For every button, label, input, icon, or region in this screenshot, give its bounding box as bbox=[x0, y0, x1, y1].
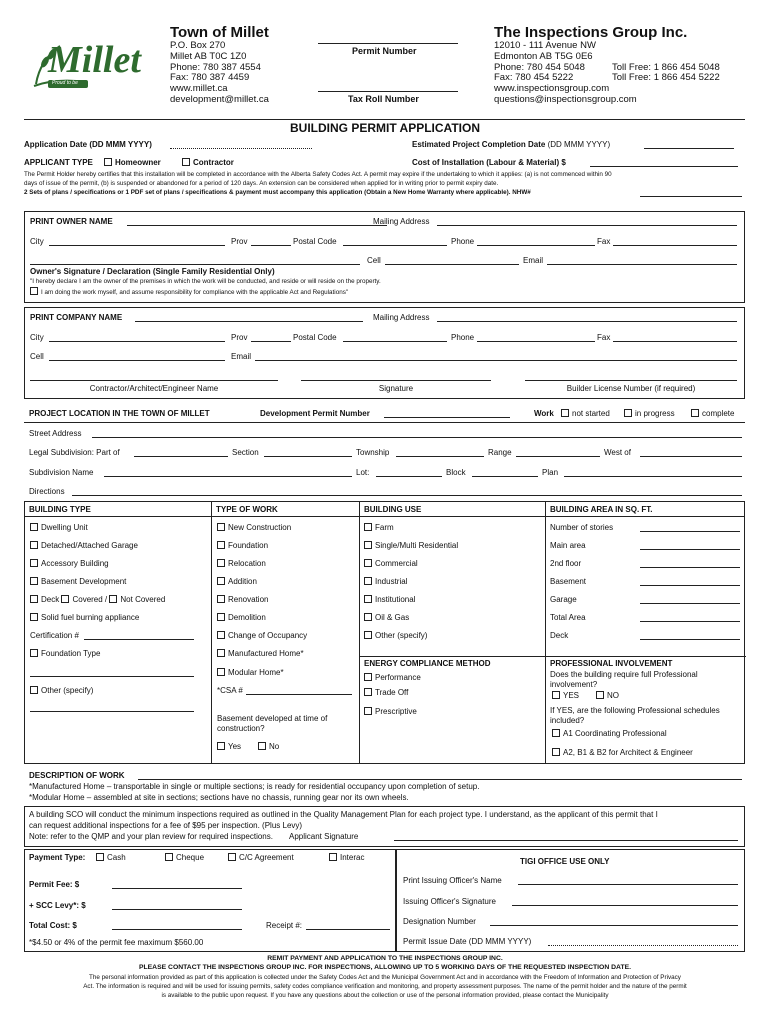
total-cost-field[interactable] bbox=[112, 929, 242, 930]
bu-industrial-checkbox[interactable] bbox=[364, 577, 372, 585]
complete-option[interactable]: complete bbox=[691, 409, 734, 419]
bt-solid-fuel-checkbox[interactable] bbox=[30, 613, 38, 621]
lot-field[interactable] bbox=[376, 476, 442, 477]
energy-header: ENERGY COMPLIANCE METHOD bbox=[364, 659, 491, 668]
tw-addition-checkbox[interactable] bbox=[217, 577, 225, 585]
logo-text: Millet bbox=[48, 39, 141, 81]
receipt-field[interactable] bbox=[306, 929, 390, 930]
bt-accessory-checkbox[interactable] bbox=[30, 559, 38, 567]
area-deck-field[interactable] bbox=[640, 639, 740, 640]
tw-new[interactable]: New Construction bbox=[217, 523, 291, 533]
building-area-header: BUILDING AREA IN SQ. FT. bbox=[550, 505, 653, 514]
permit-fee-field[interactable] bbox=[112, 888, 242, 889]
prof-yes-checkbox[interactable] bbox=[552, 691, 560, 699]
owner-extra-field[interactable] bbox=[30, 264, 360, 265]
footer-privacy-2: Act. The information is required and will be used for issuing permits, safety codes compliance verification and monitoring, and property assessment purposes. The name of the permit holder and the nature of the permit bbox=[83, 983, 687, 990]
footer-remit: REMIT PAYMENT AND APPLICATION TO THE INSPECTIONS GROUP INC. bbox=[267, 955, 503, 962]
bt-basement-checkbox[interactable] bbox=[30, 577, 38, 585]
company-mailing-field[interactable] bbox=[437, 321, 737, 322]
company-prov-field[interactable] bbox=[251, 341, 291, 342]
building-use-header: BUILDING USE bbox=[364, 505, 422, 514]
tw-foundation-checkbox[interactable] bbox=[217, 541, 225, 549]
area-2nd-field[interactable] bbox=[640, 567, 740, 568]
energy-prescriptive[interactable]: Prescriptive bbox=[364, 707, 417, 717]
pay-cc-checkbox[interactable] bbox=[228, 853, 236, 861]
bt-foundation[interactable]: Foundation Type bbox=[30, 649, 100, 659]
pay-cash[interactable]: Cash bbox=[96, 853, 126, 863]
bt-deck[interactable]: Deck Covered / Not Covered bbox=[30, 595, 165, 605]
tw-manufactured[interactable]: Manufactured Home* bbox=[217, 649, 304, 659]
basement-yes[interactable]: Yes bbox=[217, 742, 241, 752]
owner-fax-field[interactable] bbox=[613, 245, 737, 246]
dev-permit-field[interactable] bbox=[384, 417, 510, 418]
pay-cc[interactable]: C/C Agreement bbox=[228, 853, 294, 863]
certification-field[interactable] bbox=[84, 639, 194, 640]
prof-a1[interactable]: A1 Coordinating Professional bbox=[552, 729, 667, 739]
applicant-signature-field[interactable] bbox=[394, 840, 738, 841]
legal-part-field[interactable] bbox=[134, 456, 228, 457]
street-address-field[interactable] bbox=[92, 437, 742, 438]
description-header: DESCRIPTION OF WORK bbox=[29, 771, 125, 780]
bt-dwelling[interactable]: Dwelling Unit bbox=[30, 523, 88, 533]
bt-garage-checkbox[interactable] bbox=[30, 541, 38, 549]
officer-signature-field[interactable] bbox=[512, 905, 738, 906]
bu-institutional[interactable]: Institutional bbox=[364, 595, 415, 605]
tw-modular-checkbox[interactable] bbox=[217, 668, 225, 676]
professional-header: PROFESSIONAL INVOLVEMENT bbox=[550, 659, 673, 668]
not-started-option[interactable]: not started bbox=[561, 409, 610, 419]
owner-cell-field[interactable] bbox=[385, 264, 519, 265]
basement-yes-checkbox[interactable] bbox=[217, 742, 225, 750]
form-title: BUILDING PERMIT APPLICATION bbox=[290, 121, 480, 135]
application-date-label: Application Date (DD MMM YYYY) bbox=[24, 140, 152, 149]
bt-foundation-checkbox[interactable] bbox=[30, 649, 38, 657]
office-header: TIGI OFFICE USE ONLY bbox=[520, 857, 610, 866]
company-postal-field[interactable] bbox=[343, 341, 447, 342]
nhw-field[interactable] bbox=[640, 196, 742, 197]
energy-tradeoff[interactable]: Trade Off bbox=[364, 688, 408, 698]
contractor-option[interactable]: Contractor bbox=[182, 158, 234, 168]
designation-field[interactable] bbox=[490, 925, 738, 926]
applicant-type-label: APPLICANT TYPE bbox=[24, 158, 93, 167]
homeowner-checkbox[interactable] bbox=[104, 158, 112, 166]
homeowner-option[interactable]: Homeowner bbox=[104, 158, 161, 168]
type-of-work-header: TYPE OF WORK bbox=[216, 505, 278, 514]
cost-installation-field[interactable] bbox=[590, 166, 738, 167]
bt-other-checkbox[interactable] bbox=[30, 686, 38, 694]
prof-a2-checkbox[interactable] bbox=[552, 748, 560, 756]
owner-phone-field[interactable] bbox=[477, 245, 595, 246]
self-work-checkbox[interactable] bbox=[30, 287, 38, 295]
town-address: P.O. Box 270 Millet AB T0C 1Z0 Phone: 780 387 4554 Fax: 780 387 4459 www.millet.ca development@millet.ca bbox=[170, 40, 269, 105]
tax-roll-label: Tax Roll Number bbox=[348, 94, 419, 104]
company-fax-field[interactable] bbox=[613, 341, 737, 342]
scc-levy-field[interactable] bbox=[112, 909, 242, 910]
bt-covered-checkbox[interactable] bbox=[61, 595, 69, 603]
csa-field[interactable] bbox=[246, 694, 352, 695]
west-of-field[interactable] bbox=[640, 456, 742, 457]
tw-occupancy[interactable]: Change of Occupancy bbox=[217, 631, 307, 641]
pay-cash-checkbox[interactable] bbox=[96, 853, 104, 861]
bt-solid-fuel[interactable]: Solid fuel burning appliance bbox=[30, 613, 139, 623]
issue-date-field[interactable] bbox=[548, 945, 738, 946]
plan-field[interactable] bbox=[564, 476, 742, 477]
application-date-field[interactable] bbox=[170, 148, 312, 149]
town-name: Town of Millet bbox=[170, 24, 269, 41]
directions-field[interactable] bbox=[72, 495, 742, 496]
bu-commercial[interactable]: Commercial bbox=[364, 559, 418, 569]
footer-contact: PLEASE CONTACT THE INSPECTIONS GROUP INC. FOR INSPECTIONS, ALLOWING UP TO 5 WORKING DAYS OF THE REQUESTED INSPECTION DATE. bbox=[138, 964, 632, 971]
tw-modular[interactable]: Modular Home* bbox=[217, 668, 284, 678]
foundation-type-field[interactable] bbox=[30, 676, 194, 677]
inspections-name: The Inspections Group Inc. bbox=[494, 24, 688, 41]
company-section: PRINT COMPANY NAME Mailing Address City Prov Postal Code Phone Fax Cell Email Contractor/Architect/Engineer Name Signature Builder License Number (if required) bbox=[24, 307, 745, 399]
owner-email-field[interactable] bbox=[547, 264, 737, 265]
in-progress-option[interactable]: in progress bbox=[624, 409, 675, 419]
bu-residential[interactable]: Single/Multi Residential bbox=[364, 541, 458, 551]
inspections-address: 12010 - 111 Avenue NW Edmonton AB T5G 0E6 Phone: 780 454 5048 Toll Free: 1 866 454 5048 Fax: 780 454 5222 Toll Free: 1 866 454 5222 www.inspectionsgroup.com questions@inspectionsgroup.com bbox=[494, 40, 720, 105]
cost-installation-label: Cost of Installation (Labour & Material) $ bbox=[412, 158, 566, 167]
bu-farm[interactable]: Farm bbox=[364, 523, 394, 533]
notice-line-1: The Permit Holder hereby certifies that this installation will be completed in accordance with the Alberta Safety Codes Act. A permit may expire if the undertaking to which it applies: (a) is not commenced within 90 bbox=[24, 171, 612, 178]
company-city-field[interactable] bbox=[49, 341, 225, 342]
bt-deck-checkbox[interactable] bbox=[30, 595, 38, 603]
description-field[interactable] bbox=[138, 779, 742, 780]
notice-line-2: days of issue of the permit, (b) is suspended or abandoned for a period of 120 days. An extension can be considered when applied for in writing prior to permit expiry date. bbox=[24, 180, 499, 187]
pay-interac[interactable]: Interac bbox=[329, 853, 364, 863]
self-work-option[interactable]: I am doing the work myself, and assume responsibility for compliance with the applicable Act and Regulations" bbox=[30, 287, 348, 297]
company-email-field[interactable] bbox=[255, 360, 737, 361]
area-main-field[interactable] bbox=[640, 549, 740, 550]
company-cell-field[interactable] bbox=[49, 360, 225, 361]
energy-tradeoff-checkbox[interactable] bbox=[364, 688, 372, 696]
project-location-label: PROJECT LOCATION IN THE TOWN OF MILLET bbox=[29, 409, 210, 418]
in-progress-checkbox[interactable] bbox=[624, 409, 632, 417]
pay-interac-checkbox[interactable] bbox=[329, 853, 337, 861]
bu-oil-gas[interactable]: Oil & Gas bbox=[364, 613, 409, 623]
owner-mailing-field[interactable] bbox=[437, 225, 737, 226]
prof-a2[interactable]: A2, B1 & B2 for Architect & Engineer bbox=[552, 748, 693, 758]
dev-permit-label: Development Permit Number bbox=[260, 409, 370, 418]
area-stories-field[interactable] bbox=[640, 531, 740, 532]
bt-accessory[interactable]: Accessory Building bbox=[30, 559, 109, 569]
owner-section: PRINT OWNER NAME Mailing Address City Prov Postal Code Phone Fax Cell Email Owner's Signature / Declaration (Single Family Residential Only) "I hereby declare I am the owner of the premises in which the work will be conducted, and reside or will reside on the property. I am doing the work myself, and assume responsibility for compliance with the applicable Act and Regulations" bbox=[24, 211, 745, 303]
bt-not-covered-checkbox[interactable] bbox=[109, 595, 117, 603]
bu-industrial[interactable]: Industrial bbox=[364, 577, 407, 587]
owner-city-field[interactable] bbox=[49, 245, 225, 246]
range-field[interactable] bbox=[516, 456, 600, 457]
bt-garage[interactable]: Detached/Attached Garage bbox=[30, 541, 138, 551]
issuing-officer-field[interactable] bbox=[518, 884, 738, 885]
footer-privacy-3: is available to the public upon request. If you have any questions about the collection or use of the personal information provided, please contact the Municipality bbox=[161, 992, 609, 999]
section-field[interactable] bbox=[264, 456, 352, 457]
basement-no-checkbox[interactable] bbox=[258, 742, 266, 750]
bu-oil-gas-checkbox[interactable] bbox=[364, 613, 372, 621]
prof-no-checkbox[interactable] bbox=[596, 691, 604, 699]
bt-dwelling-checkbox[interactable] bbox=[30, 523, 38, 531]
area-garage-field[interactable] bbox=[640, 603, 740, 604]
bu-commercial-checkbox[interactable] bbox=[364, 559, 372, 567]
area-total-field[interactable] bbox=[640, 621, 740, 622]
energy-performance[interactable]: Performance bbox=[364, 673, 421, 683]
bu-other-checkbox[interactable] bbox=[364, 631, 372, 639]
complete-checkbox[interactable] bbox=[691, 409, 699, 417]
tw-relocation[interactable]: Relocation bbox=[217, 559, 266, 569]
notice-line-3: 2 Sets of plans / specifications or 1 PDF set of plans / specifications & payment must accompany this application (Obtain a New Home Warranty where applicable). NHW# bbox=[24, 189, 531, 196]
prof-yes[interactable]: YES bbox=[552, 691, 579, 701]
tw-occupancy-checkbox[interactable] bbox=[217, 631, 225, 639]
bu-other[interactable]: Other (specify) bbox=[364, 631, 427, 641]
estimated-completion-label: Estimated Project Completion Date (DD MMM YYYY) bbox=[412, 140, 611, 149]
pay-cheque-checkbox[interactable] bbox=[165, 853, 173, 861]
subdivision-field[interactable] bbox=[104, 476, 352, 477]
logo-tagline: Proud to be bbox=[52, 80, 78, 86]
area-basement-field[interactable] bbox=[640, 585, 740, 586]
building-type-header: BUILDING TYPE bbox=[29, 505, 91, 514]
not-started-checkbox[interactable] bbox=[561, 409, 569, 417]
contractor-checkbox[interactable] bbox=[182, 158, 190, 166]
permit-number-label: Permit Number bbox=[352, 46, 417, 56]
basement-no[interactable]: No bbox=[258, 742, 279, 752]
tw-new-checkbox[interactable] bbox=[217, 523, 225, 531]
prof-a1-checkbox[interactable] bbox=[552, 729, 560, 737]
tw-addition[interactable]: Addition bbox=[217, 577, 257, 587]
footer-privacy-1: The personal information provided as part of this application is collected under the Safety Codes Act and the Municipal Government Act and in accordance with the Freedom of Information and Protection of Privacy bbox=[89, 974, 681, 981]
bu-farm-checkbox[interactable] bbox=[364, 523, 372, 531]
owner-name-field[interactable] bbox=[127, 225, 387, 226]
pay-cheque[interactable]: Cheque bbox=[165, 853, 204, 863]
tw-demolition[interactable]: Demolition bbox=[217, 613, 266, 623]
energy-prescriptive-checkbox[interactable] bbox=[364, 707, 372, 715]
energy-performance-checkbox[interactable] bbox=[364, 673, 372, 681]
tw-manufactured-checkbox[interactable] bbox=[217, 649, 225, 657]
township-field[interactable] bbox=[396, 456, 484, 457]
millet-logo bbox=[26, 38, 162, 90]
tw-renovation-checkbox[interactable] bbox=[217, 595, 225, 603]
block-field[interactable] bbox=[472, 476, 538, 477]
company-phone-field[interactable] bbox=[477, 341, 595, 342]
estimated-completion-field[interactable] bbox=[644, 148, 734, 149]
bt-other[interactable]: Other (specify) bbox=[30, 686, 93, 696]
prof-no[interactable]: NO bbox=[596, 691, 619, 701]
bt-other-field[interactable] bbox=[30, 711, 194, 712]
tw-demolition-checkbox[interactable] bbox=[217, 613, 225, 621]
tw-foundation[interactable]: Foundation bbox=[217, 541, 268, 551]
bt-basement[interactable]: Basement Development bbox=[30, 577, 126, 587]
tw-relocation-checkbox[interactable] bbox=[217, 559, 225, 567]
tw-renovation[interactable]: Renovation bbox=[217, 595, 268, 605]
owner-postal-field[interactable] bbox=[343, 245, 447, 246]
bu-residential-checkbox[interactable] bbox=[364, 541, 372, 549]
owner-prov-field[interactable] bbox=[251, 245, 291, 246]
company-name-field[interactable] bbox=[135, 321, 363, 322]
bu-institutional-checkbox[interactable] bbox=[364, 595, 372, 603]
